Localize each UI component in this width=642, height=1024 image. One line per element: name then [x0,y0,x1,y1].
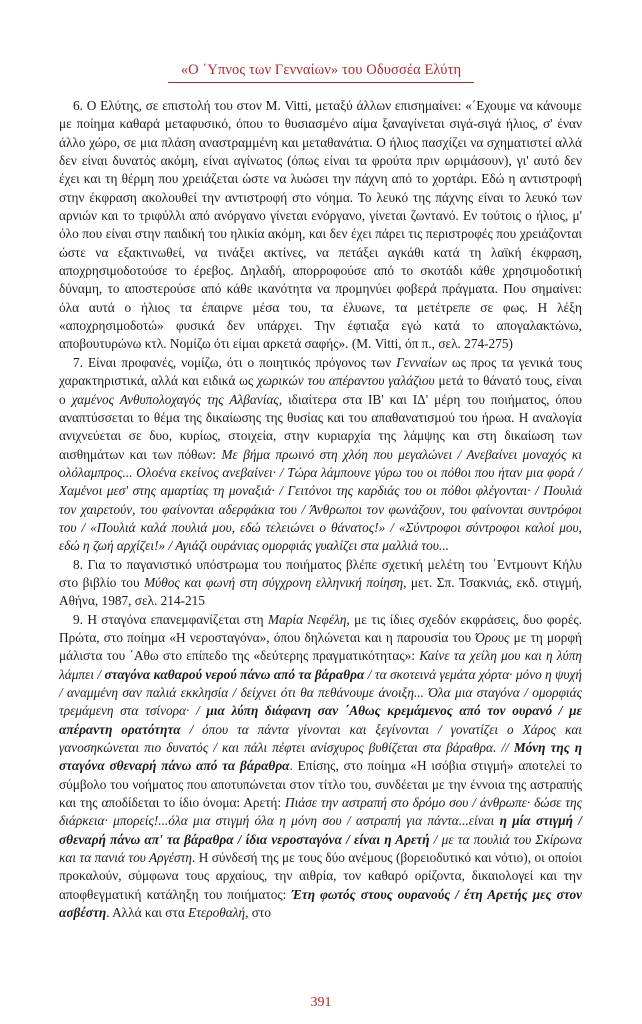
text-run: μια λύπη διάφανη σαν ΄Αθως κρεμάμενος από τον ουρανό / με απέραντη ορατότητα [59,703,583,737]
text-run: 7. Είναι προφανές, νομίζω, ότι ο ποιητικός πρόγονος των [73,354,397,370]
page-number: 391 [310,995,332,1010]
text-run: μετά το θάνατό τους, είναι ο [59,373,583,407]
text-run: / τα σκοτεινά γεμάτα χόρτα· μόνο η ψυχή / αναμμένη σαν παλιά εκκλησία / δείχνει ότι θα πεθάνουμε άνοιξη... Όλα μια σταγόνα / ομορφιάς τρεμάμενη στα τσίνορα· / [59,666,582,719]
note-9 [59,611,582,923]
text-run: Με βήμα πρωινό στη χλόη που μεγαλώνει / Ανεβαίνει μοναχός κι ολόλαμπρος... Ολοένα εκείνος ανεβαίνει· / Τώρα λάμπουνε γύρω του οι πόθοι που ήταν μια φορά / Χαμένοι μεσ' στης αμαρτίας τη μοναξιά· / Γειτόνοι της καρδιάς του οι πόθοι φλέγονται· / Πουλιά τον χαιρετούν, του φαίνονται αδερφάκια του / Άνθρωποι τον φωνάζουν, του φαίνονται συντρόφοι του / «Πουλιά καλά πουλιά μου, εδώ τελειώνει ο θάνατος!» / «Σύντροφοι σύντροφοι καλοί μου, εδώ η ζωή αρχίζει!» / Αγιάζι ουράνιας ομορφιάς γυαλίζει στα μαλλιά του... [59,446,582,554]
text-run: Μόνη της η σταγόνα σθεναρή πάνω από τα βάραθρα [59,740,582,774]
text-run: , ιδιαίτερα στα ΙΒ' και ΙΔ' μέρη του ποιήματος, όπου αναπτύσσεται το θέμα της δικαίωσης της θυσίας και του απαθανατισμού του ήρωα. Η αναλογία ανιχνεύεται σε δυο, κυρίως, στοιχεία, στην κυριαρχία της λάμψης και στη δικαίωση των αισθημάτων και των πόθων: [59,391,582,462]
note-7 [59,354,582,556]
text-run: ως προς τα γενικά τους χαρακτηριστικά, αλλά και ειδικά ως [59,354,582,389]
text-run: . Επίσης, στο ποίημα «Η ισόβια στιγμή» αποτελεί το σύμβολο του νοήματος που αποτυπώνεται στον τίτλο του, συνδέεται με την έννοια της αστραπής και της αποδίδεται το ίδιο όνομα: Αρετή: [59,758,582,811]
text-run: 8. Για το παγανιστικό υπόστρωμα του ποιήματος βλέπε σχετική μελέτη του ΄Εντμουντ Κήλυ στο βιβλίο του [59,556,582,590]
text-run: χαμένος Ανθυπολοχαγός της Αλβανίας [71,391,279,407]
text-run: σταγόνα καθαρού νερού πάνω από τα βάραθρα [104,666,365,682]
text-run: η μία στιγμή / σθεναρή πάνω απ' τα βάραθρα / ίδια νεροσταγόνα / είναι η Αρετή [59,813,582,847]
text-run: 6. Ο Ελύτης, σε επιστολή του στον Μ. Vitti, μεταξύ άλλων επισημαίνει: «΄Εχουμε να κάνουμε με ποίημα καθαρά μεταφυσικό, όπου το θυσιασμένο αίμα ξαναγίνεται σιγά-σιγά ήλιος, σ' έναν άλλο χώρο, σε μια πλάση αναστραμμένη και μεταθανάτια. Ο ήλιος πασχίζει να σχηματιστεί αλλά δεν είναι δυνατός ακόμη, είναι αγίνωτος (όπως είναι τα φρούτα πριν ωριμάσουν), γι' αυτό δεν έχει και τη θέρμη που χρειάζεται ώστε να λυώσει την πάχνη από το χορτάρι. Εδώ η αντιστροφή στην έκφραση ακολουθεί την αντιστροφή στο νόημα. Το λευκό της πάχνης είναι το λευκό των αρνιών και το τριφύλλι από ανόργανο γίνεται ενόργανο, γίνεται ζωντανό. Εν τούτοις ο ήλιος, μ' όλο που είναι στην παιδική του ηλικία ακόμη, και δεν έχει πάρει τις περιστροφές που χρειάζονται ώστε να εξακτινωθεί, να τινάξει ακτίνες, να πετάξει αγκάθι κατά τη λαϊκή έκφραση, αποχρησιμοδοτούσε το έρεβος. Δηλαδή, απορροφούσε από το σκοτάδι κάθε χρησιμοδοτική δύναμη, το αποστερούσε από κάθε ικανότητα να προμηνύει φοβερά πράγματα. Που σημαίνει: όλα αυτά ο ήλιος τα έπαιρνε μέσα του, τα έλυωνε, τα μετέτρεπε σε φως. Η λέξη «αποχρησιμοδοτώ» φυσικά δεν υπάρχει. Την έφτιαξα εγώ κατά το απογαλακτώνω, αποβουτυρώνω κτλ. Νομίζω ότι είμαι αρκετά σαφής». (Μ. Vitti, όπ π., σελ. 274-275) [59,98,582,352]
text-run: , με τις ίδιες σχεδόν εκφράσεις, δυο φορές. Πρώτα, στο ποίημα «Η νεροσταγόνα», όπου δηλώνεται και η παρουσία του [59,611,583,645]
header-rule [168,82,474,83]
note-6 [59,97,582,354]
text-run: Καίνε τα χείλη μου και η λύπη λάμπει / [59,648,582,682]
text-run: Πιάσε την αστραπή στο δρόμο σου / άνθρωπε· δώσε της διάρκεια· μπορείς!...όλα μια στιγμή όλα η μόνη σου / αστραπή για πάντα...είναι [59,795,583,829]
text-run: χωρικών του απέραντου γαλάζιου [257,373,435,389]
note-8 [59,556,582,611]
text-run: / με τα πουλιά του Σκίρωνα και τα πανιά του Αργέστη [59,831,582,866]
text-run: 9. Η σταγόνα επανεμφανίζεται στη [73,611,268,627]
text-run: Γενναίων [396,354,447,370]
text-run: με τη μορφή μάλιστα του ΄Αθω στο επίπεδο της «δεύτερης πραγματικότητας»: [59,629,582,664]
text-run: Μαρία Νεφέλη [267,611,347,627]
text-run: , μετ. Σπ. Τσακνιάς, εκδ. στιγμή, Αθήνα, 1987, σελ. 214-215 [59,574,582,609]
text-run: Μύθος και φωνή στη σύγχρονη ελληνική ποίηση [144,574,404,590]
text-run: Ετεροθαλή [188,905,246,921]
text-run: . Αλλά και στα [106,905,189,921]
text-run: Όρους [475,629,510,645]
text-run: . Η σύνδεσή της με τους δύο ανέμους (βορειοδυτικό και νότιο), οι οποίοι προκαλούν, σύμφωνα τους αρχαίους, την αιθρία, τον καθαρό ορίζοντα, δικαιολογεί και την αποφθεγματική κατάληξη του ποιήματος: [59,850,582,902]
text-run: , στο [245,905,271,921]
notes-body [59,97,582,922]
running-title: «Ο ΄Υπνος των Γενναίων» του Οδυσσέα Ελύτη [180,62,462,78]
text-run: / όπου τα πάντα γίνονται και ξεγίνονται / γονατίζει ο Χάρος και γανοσηκώνεται πιο δυνατός / και πάλι πέφτει ανίσχυρος βυθίζεται στα βάραθρα. // [59,721,582,756]
text-run: Έτη φωτός στους ουρανούς / έτη Αρετής μες στον ασβέστη [59,886,583,921]
